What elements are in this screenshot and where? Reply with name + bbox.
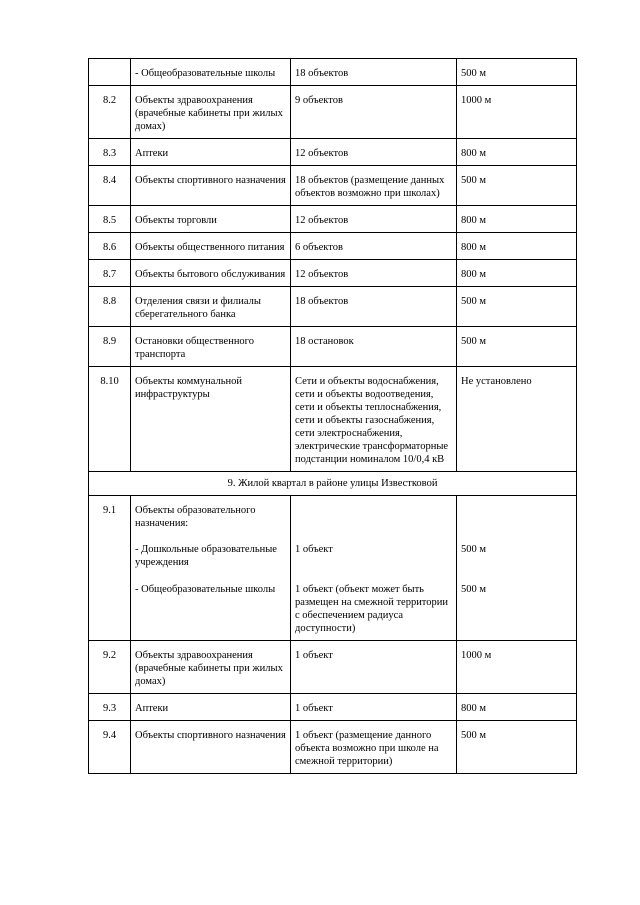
facility-name: Объекты общественного питания <box>131 233 291 260</box>
facility-subitem-radius: 500 м <box>461 544 487 555</box>
table-row <box>89 233 577 260</box>
accessibility-radius: 800 м <box>457 233 577 260</box>
accessibility-radius: 1000 м <box>457 86 577 139</box>
facility-count: 1 объект (размещение данного объекта возможно при школе на смежной территории) <box>291 721 457 774</box>
accessibility-radius-group <box>457 496 577 641</box>
accessibility-radius: 500 м <box>457 721 577 774</box>
facility-group-heading: Объекты образовательного назначения: <box>135 505 256 529</box>
row-number: 8.3 <box>89 139 131 166</box>
facility-subitem-name: - Общеобразовательные школы <box>135 584 276 595</box>
accessibility-radius: 1000 м <box>457 641 577 694</box>
facility-count: Сети и объекты водоснабжения, сети и объекты водоотведения, сети и объекты теплоснабжения, сети и объекты газоснабжения, сети электроснабжения, электрические трансформаторные подстанции номиналом 10/0,4 кВ <box>291 367 457 472</box>
accessibility-radius: 500 м <box>457 59 577 86</box>
row-number: 8.8 <box>89 287 131 327</box>
facility-subitem-count: 1 объект <box>295 544 333 555</box>
facility-count: 1 объект <box>291 694 457 721</box>
row-number: 9.1 <box>89 496 131 641</box>
facility-name: Объекты коммунальной инфраструктуры <box>131 367 291 472</box>
table-row <box>89 86 577 139</box>
table-row <box>89 59 577 86</box>
facility-count: 1 объект <box>291 641 457 694</box>
row-number: 9.2 <box>89 641 131 694</box>
table-row <box>89 166 577 206</box>
facility-name: Остановки общественного транспорта <box>131 327 291 367</box>
facility-count: 12 объектов <box>291 139 457 166</box>
facility-count: 12 объектов <box>291 206 457 233</box>
facilities-table <box>88 58 577 774</box>
accessibility-radius: 800 м <box>457 694 577 721</box>
facility-count: 12 объектов <box>291 260 457 287</box>
table-row <box>89 496 577 641</box>
facility-count: 18 объектов <box>291 59 457 86</box>
table-row <box>89 327 577 367</box>
facility-subitem-radius: 500 м <box>461 584 487 595</box>
table-row <box>89 641 577 694</box>
facility-name: Объекты спортивного назначения <box>131 166 291 206</box>
table-row <box>89 260 577 287</box>
facility-name-group <box>131 496 291 641</box>
row-number: 8.9 <box>89 327 131 367</box>
row-number: 8.4 <box>89 166 131 206</box>
row-number: 9.3 <box>89 694 131 721</box>
accessibility-radius: 500 м <box>457 327 577 367</box>
row-number: 8.2 <box>89 86 131 139</box>
facility-name: Объекты бытового обслуживания <box>131 260 291 287</box>
facility-name: Аптеки <box>131 694 291 721</box>
accessibility-radius: 800 м <box>457 206 577 233</box>
row-number: 8.6 <box>89 233 131 260</box>
row-number: 9.4 <box>89 721 131 774</box>
row-number: 8.10 <box>89 367 131 472</box>
table-row <box>89 367 577 472</box>
facility-name: Объекты спортивного назначения <box>131 721 291 774</box>
accessibility-radius: 500 м <box>457 287 577 327</box>
facility-name: - Общеобразовательные школы <box>131 59 291 86</box>
accessibility-radius: 800 м <box>457 260 577 287</box>
facility-count: 18 объектов <box>291 287 457 327</box>
accessibility-radius: 800 м <box>457 139 577 166</box>
accessibility-radius: Не установлено <box>457 367 577 472</box>
table-row <box>89 694 577 721</box>
table-row <box>89 287 577 327</box>
table-row <box>89 139 577 166</box>
facility-name: Объекты здравоохранения (врачебные кабинеты при жилых домах) <box>131 86 291 139</box>
accessibility-radius: 500 м <box>457 166 577 206</box>
facility-count: 18 остановок <box>291 327 457 367</box>
row-number: 8.7 <box>89 260 131 287</box>
facility-name: Объекты здравоохранения (врачебные кабинеты при жилых домах) <box>131 641 291 694</box>
section-title: 9. Жилой квартал в районе улицы Известковой <box>89 472 577 496</box>
table-row <box>89 721 577 774</box>
facility-count-group <box>291 496 457 641</box>
facility-count: 6 объектов <box>291 233 457 260</box>
section-header-row <box>89 472 577 496</box>
facility-name: Аптеки <box>131 139 291 166</box>
row-number <box>89 59 131 86</box>
facility-name: Объекты торговли <box>131 206 291 233</box>
facility-subitem-name: - Дошкольные образовательные учреждения <box>135 544 277 568</box>
facility-count: 18 объектов (размещение данных объектов возможно при школах) <box>291 166 457 206</box>
facility-count: 9 объектов <box>291 86 457 139</box>
facility-subitem-count: 1 объект (объект может быть размещен на смежной территории с обеспечением радиуса доступности) <box>295 584 448 634</box>
row-number: 8.5 <box>89 206 131 233</box>
table-row <box>89 206 577 233</box>
facility-name: Отделения связи и филиалы сберегательного банка <box>131 287 291 327</box>
